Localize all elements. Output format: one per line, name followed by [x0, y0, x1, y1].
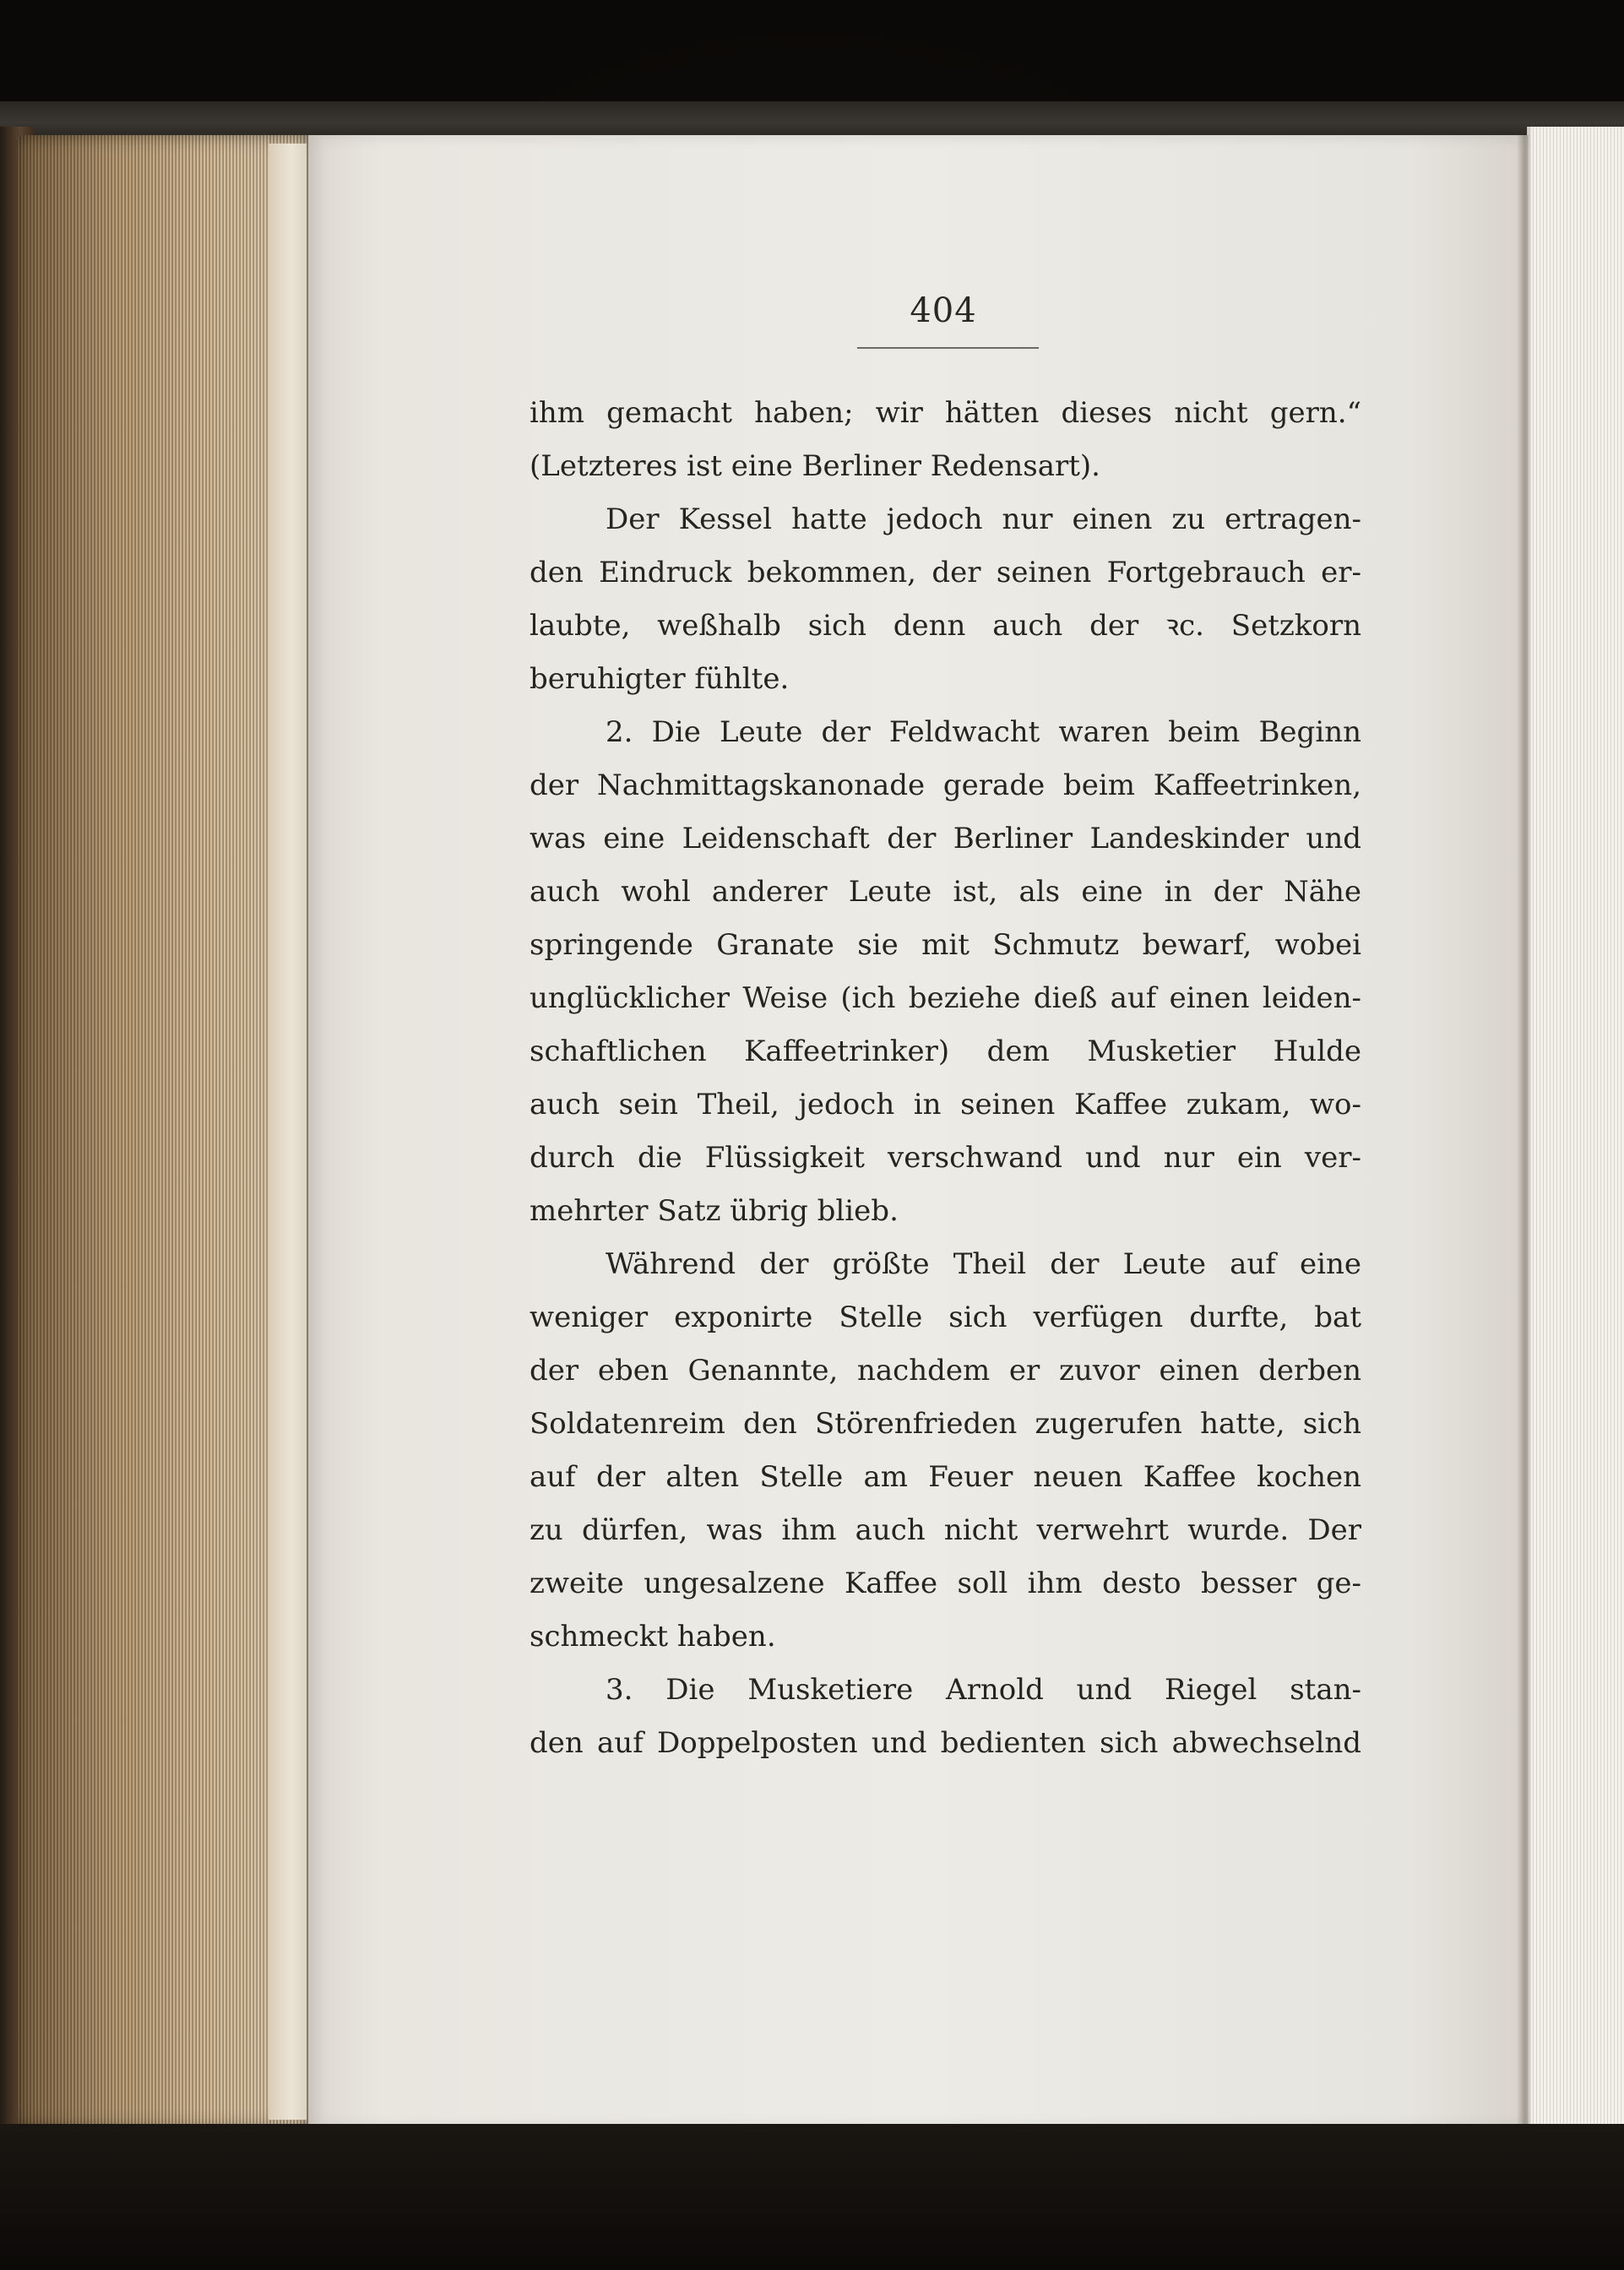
text-line: auch wohl anderer Leute ist, als eine in der Nähe: [530, 875, 1361, 909]
text-line: weniger exponirte Stelle sich verfügen durfte, bat: [530, 1301, 1361, 1334]
page-edges-inner: [269, 144, 307, 2120]
text-line: auf der alten Stelle am Feuer neuen Kaffee kochen: [530, 1460, 1361, 1494]
table-surface: [0, 2124, 1624, 2270]
page-edges-stack: [17, 135, 308, 2128]
text-line: beruhigter fühlte.: [530, 662, 790, 696]
book-gutter: [1517, 127, 1532, 2128]
text-line: der eben Genannte, nachdem er zuvor einen derben: [530, 1354, 1361, 1388]
facing-page-edges: [1527, 127, 1624, 2128]
text-line: 2. Die Leute der Feldwacht waren beim Beginn: [606, 715, 1361, 749]
text-line: durch die Flüssigkeit verschwand und nur ein ver-: [530, 1141, 1361, 1175]
text-line: Soldatenreim den Störenfrieden zugerufen hatte, sich: [530, 1407, 1361, 1441]
text-line: schmeckt haben.: [530, 1620, 776, 1654]
text-line: mehrter Satz übrig blieb.: [530, 1194, 899, 1228]
text-line: den auf Doppelposten und bedienten sich abwechselnd: [530, 1726, 1361, 1760]
text-line: laubte, weßhalb sich denn auch der ꝛc. Setzkorn: [530, 609, 1361, 643]
text-line: was eine Leidenschaft der Berliner Landeskinder und: [530, 822, 1361, 855]
text-line: springende Granate sie mit Schmutz bewarf, wobei: [530, 928, 1361, 962]
text-line: unglücklicher Weise (ich beziehe dieß auf einen leiden-: [530, 981, 1361, 1015]
text-line: zu dürfen, was ihm auch nicht verwehrt wurde. Der: [530, 1513, 1361, 1547]
text-line: Der Kessel hatte jedoch nur einen zu ertragen-: [606, 502, 1361, 536]
text-line: (Letzteres ist eine Berliner Redensart).: [530, 449, 1100, 483]
text-line: der Nachmittagskanonade gerade beim Kaffeetrinken,: [530, 768, 1361, 802]
header-rule: [857, 347, 1039, 349]
text-line: zweite ungesalzene Kaffee soll ihm desto besser ge-: [530, 1567, 1361, 1600]
page-body-text: [530, 387, 1361, 1770]
text-line: den Eindruck bekommen, der seinen Fortgebrauch er-: [530, 556, 1361, 589]
text-line: auch sein Theil, jedoch in seinen Kaffee zukam, wo-: [530, 1088, 1361, 1121]
text-line: 3. Die Musketiere Arnold und Riegel stan-: [606, 1673, 1361, 1707]
text-line: ihm gemacht haben; wir hätten dieses nicht gern.“: [530, 396, 1361, 430]
text-line: Während der größte Theil der Leute auf eine: [606, 1247, 1361, 1281]
text-line: schaftlichen Kaffeetrinker) dem Musketier Hulde: [530, 1035, 1361, 1068]
page-number: 404: [910, 291, 977, 330]
